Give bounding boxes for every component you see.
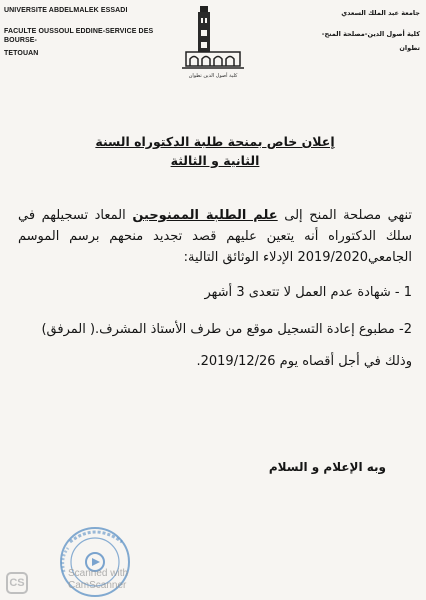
intro-bold-text: علم الطلبة الممنوحين bbox=[132, 208, 278, 223]
required-document-2: 2- مطبوع إعادة التسجيل موقع من طرف الأستاذ المشرف.( المرفق) bbox=[41, 322, 412, 337]
watermark-line-1: Scanned with bbox=[68, 568, 129, 579]
required-document-1: 1 - شهادة عدم العمل لا تتعدى 3 أشهر bbox=[204, 285, 412, 300]
header-service: BOURSE- bbox=[4, 37, 37, 44]
deadline-text: وذلك في أجل أقصاه يوم 2019/12/26. bbox=[196, 354, 412, 369]
announcement-title bbox=[60, 132, 370, 170]
watermark-line-2: CamScanner bbox=[68, 580, 127, 591]
closing-line: وبه الإعلام و السلام bbox=[268, 460, 386, 474]
header-city-ar: تطوان bbox=[399, 44, 420, 52]
header-right-arabic bbox=[300, 8, 420, 53]
header-city: TETOUAN bbox=[4, 50, 39, 57]
title-line-1: إعلان خاص بمنحة طلبة الدكتوراه السنة bbox=[95, 134, 335, 149]
header-university-ar: جامعة عبد الملك السعدي bbox=[341, 9, 420, 17]
intro-text-end: المعاد تسجيلهم في سلك الدكتوراه أنه يتعين عليهم قصد تجديد منحهم برسم الموسم الجامعي2019/2020 الإدلاء الوثائق التالية: bbox=[18, 208, 412, 265]
camscanner-logo: CS bbox=[6, 572, 28, 594]
intro-paragraph bbox=[18, 205, 412, 268]
camscanner-watermark bbox=[68, 568, 148, 592]
header-faculty: FACULTE OUSSOUL EDDINE-SERVICE DES bbox=[4, 28, 154, 35]
header-university: UNIVERSITE ABDELMALEK ESSADI bbox=[4, 7, 128, 14]
intro-text-start: تنهي مصلحة المنح إلى bbox=[277, 208, 412, 223]
header-faculty-ar: كلية أصول الدين-مصلحة المنح- bbox=[321, 30, 420, 38]
header-left-french bbox=[4, 6, 164, 58]
logo-caption: كلية أصول الدين تطوان bbox=[188, 73, 238, 79]
title-line-2: الثانية و الثالثة bbox=[170, 153, 260, 168]
announcement-body bbox=[18, 205, 412, 372]
